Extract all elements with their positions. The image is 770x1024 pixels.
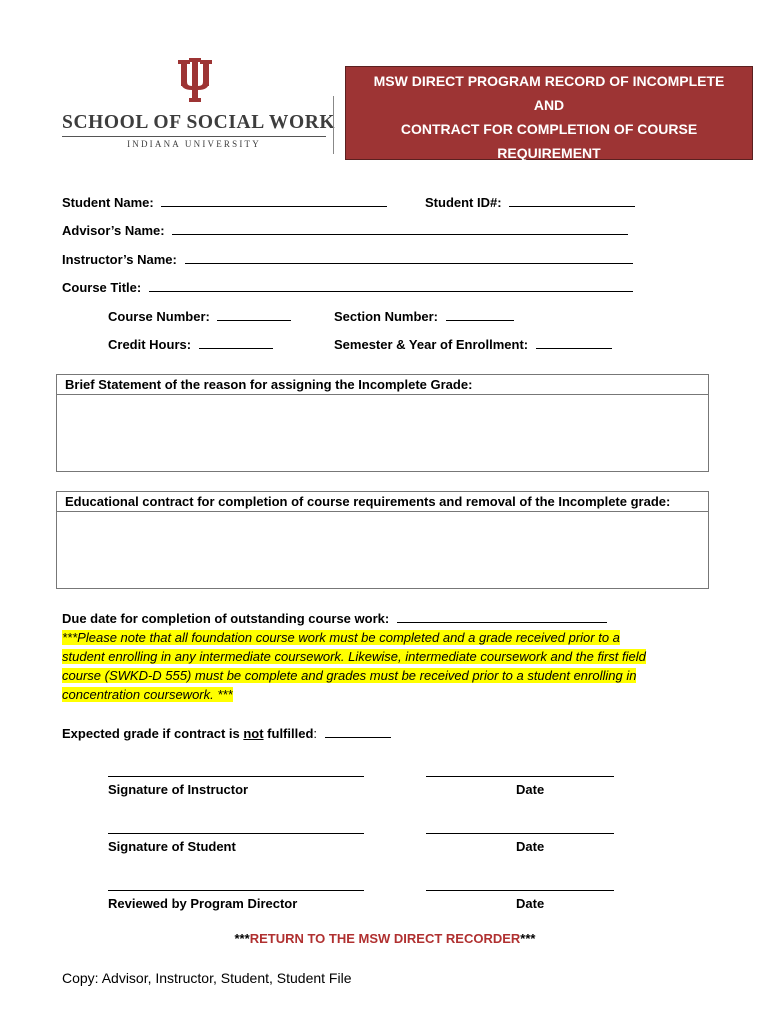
instructor-date-label: Date	[516, 782, 545, 797]
title-line-1: MSW DIRECT PROGRAM RECORD OF INCOMPLETE	[373, 73, 725, 89]
instructor-name-label: Instructor’s Name:	[62, 252, 177, 267]
incomplete-reason-box[interactable]	[56, 374, 709, 472]
credit-hours-label: Credit Hours:	[108, 337, 192, 352]
course-number-field	[108, 308, 291, 324]
return-stars-left: ***	[234, 931, 250, 946]
logo-divider	[62, 136, 326, 137]
course-title-label: Course Title:	[62, 280, 142, 295]
semester-year-line[interactable]	[536, 336, 612, 349]
copy-distribution: Copy: Advisor, Instructor, Student, Student File	[62, 970, 352, 986]
instructor-name-field	[62, 251, 633, 267]
instructor-date-line[interactable]	[426, 776, 614, 777]
school-name: SCHOOL OF SOCIAL WORK	[62, 112, 336, 133]
title-line-4: REQUIREMENT	[497, 145, 601, 161]
expected-grade-colon: :	[313, 726, 318, 741]
advisor-name-label: Advisor’s Name:	[62, 223, 165, 238]
semester-year-field	[334, 336, 612, 352]
expected-grade-prefix: Expected grade if contract is	[62, 726, 244, 741]
course-number-label: Course Number:	[108, 309, 210, 324]
student-name-label: Student Name:	[62, 195, 154, 210]
course-title-line[interactable]	[149, 279, 633, 292]
director-date-label: Date	[516, 896, 545, 911]
expected-grade-not: not	[243, 726, 264, 741]
director-date-line[interactable]	[426, 890, 614, 891]
student-signature-label: Signature of Student	[108, 839, 236, 854]
return-stars-right: ***	[520, 931, 536, 946]
return-text: RETURN TO THE MSW DIRECT RECORDER	[249, 931, 521, 946]
expected-grade-field	[62, 725, 391, 741]
expected-grade-suffix: fulfilled	[263, 726, 314, 741]
student-id-label: Student ID#:	[425, 195, 502, 210]
credit-hours-line[interactable]	[199, 336, 273, 349]
title-line-2: AND	[533, 97, 565, 113]
instructor-signature-line[interactable]	[108, 776, 364, 777]
iu-trident-logo-icon	[177, 58, 213, 102]
section-number-label: Section Number:	[334, 309, 439, 324]
expected-grade-line[interactable]	[325, 725, 391, 738]
student-signature-line[interactable]	[108, 833, 364, 834]
educational-contract-header: Educational contract for completion of course requirements and removal of the Incomplete grade:	[57, 492, 708, 512]
course-number-line[interactable]	[217, 308, 291, 321]
student-date-line[interactable]	[426, 833, 614, 834]
instructor-name-line[interactable]	[185, 251, 633, 264]
note-line-3: course (SWKD-D 555) must be complete and grades must be received prior to a student enrolling in	[62, 668, 637, 683]
director-signature-line[interactable]	[108, 890, 364, 891]
title-line-3: CONTRACT FOR COMPLETION OF COURSE	[400, 121, 698, 137]
section-number-line[interactable]	[446, 308, 514, 321]
course-title-field	[62, 279, 633, 295]
credit-hours-field	[108, 336, 273, 352]
due-date-field	[62, 610, 607, 626]
student-id-line[interactable]	[509, 194, 635, 207]
due-date-line[interactable]	[397, 610, 607, 623]
form-title-box	[345, 66, 753, 160]
note-line-4: concentration coursework. ***	[62, 687, 233, 702]
incomplete-reason-header: Brief Statement of the reason for assigning the Incomplete Grade:	[57, 375, 708, 395]
educational-contract-box[interactable]	[56, 491, 709, 589]
note-line-2: student enrolling in any intermediate coursework. Likewise, intermediate coursework and the first field	[62, 649, 646, 664]
student-id-field	[425, 194, 635, 210]
return-instruction	[0, 931, 770, 946]
director-review-label: Reviewed by Program Director	[108, 896, 298, 911]
university-name: INDIANA UNIVERSITY	[127, 139, 261, 149]
header-vertical-divider	[333, 96, 334, 154]
due-date-label: Due date for completion of outstanding course work:	[62, 611, 390, 626]
semester-year-label: Semester & Year of Enrollment:	[334, 337, 529, 352]
coursework-note	[62, 628, 698, 704]
advisor-name-line[interactable]	[172, 222, 628, 235]
instructor-signature-label: Signature of Instructor	[108, 782, 249, 797]
student-name-line[interactable]	[161, 194, 387, 207]
note-line-1: ***Please note that all foundation course work must be completed and a grade received prior to a	[62, 630, 620, 645]
advisor-name-field	[62, 222, 628, 238]
student-date-label: Date	[516, 839, 545, 854]
student-name-field	[62, 194, 387, 210]
section-number-field	[334, 308, 514, 324]
